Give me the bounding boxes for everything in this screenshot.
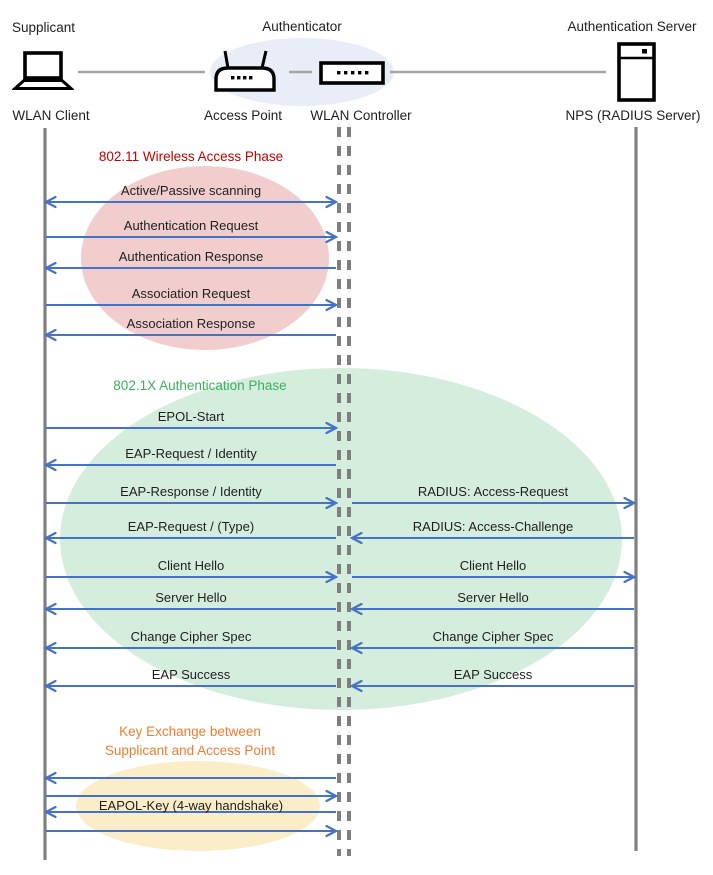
message-label: Association Response [126,316,256,331]
server-icon [617,42,657,108]
message-label: Authentication Response [118,249,264,264]
node-label-wlan-controller: WLAN Controller [310,108,412,123]
laptop-icon [12,51,74,96]
phase-title-wireless-access: 802.11 Wireless Access Phase [98,149,284,164]
phase-title-key-exchange [70,722,310,760]
message-label: Client Hello [157,558,225,573]
role-supplicant: Supplicant [12,20,76,35]
message-label: EAP-Response / Identity [120,484,262,499]
access-point-icon [212,48,280,98]
message-label: Change Cipher Spec [130,629,252,644]
message-label: EAPOL-Key (4-way handshake) [98,798,284,813]
message-label: Server Hello [155,590,227,605]
message-label: EAP-Request / Identity [125,446,257,461]
phase-title-dot1x-authentication: 802.1X Authentication Phase [113,378,287,393]
role-authenticator: Authenticator [262,19,342,34]
message-label: EPOL-Start [157,409,225,424]
message-label: Client Hello [459,558,527,573]
message-label: RADIUS: Access-Challenge [412,519,574,534]
node-label-nps: NPS (RADIUS Server) [565,108,701,123]
node-label-access-point: Access Point [203,108,283,123]
node-label-wlan-client: WLAN Client [12,108,90,123]
message-label: Association Request [131,286,251,301]
role-authentication-server: Authentication Server [567,19,697,34]
message-label: Server Hello [457,590,529,605]
message-label: EAP Success [151,667,231,682]
message-label: EAP Success [453,667,533,682]
phase-title-key-exchange-line-1: Key Exchange between [119,724,261,739]
message-label: Active/Passive scanning [120,183,262,198]
message-label: EAP-Request / (Type) [127,519,255,534]
message-label: RADIUS: Access-Request [417,484,569,499]
message-label: Authentication Request [123,218,259,233]
message-label: Change Cipher Spec [432,629,554,644]
wlan-controller-icon [319,61,385,90]
phase-title-key-exchange-line-2: Supplicant and Access Point [104,743,276,758]
